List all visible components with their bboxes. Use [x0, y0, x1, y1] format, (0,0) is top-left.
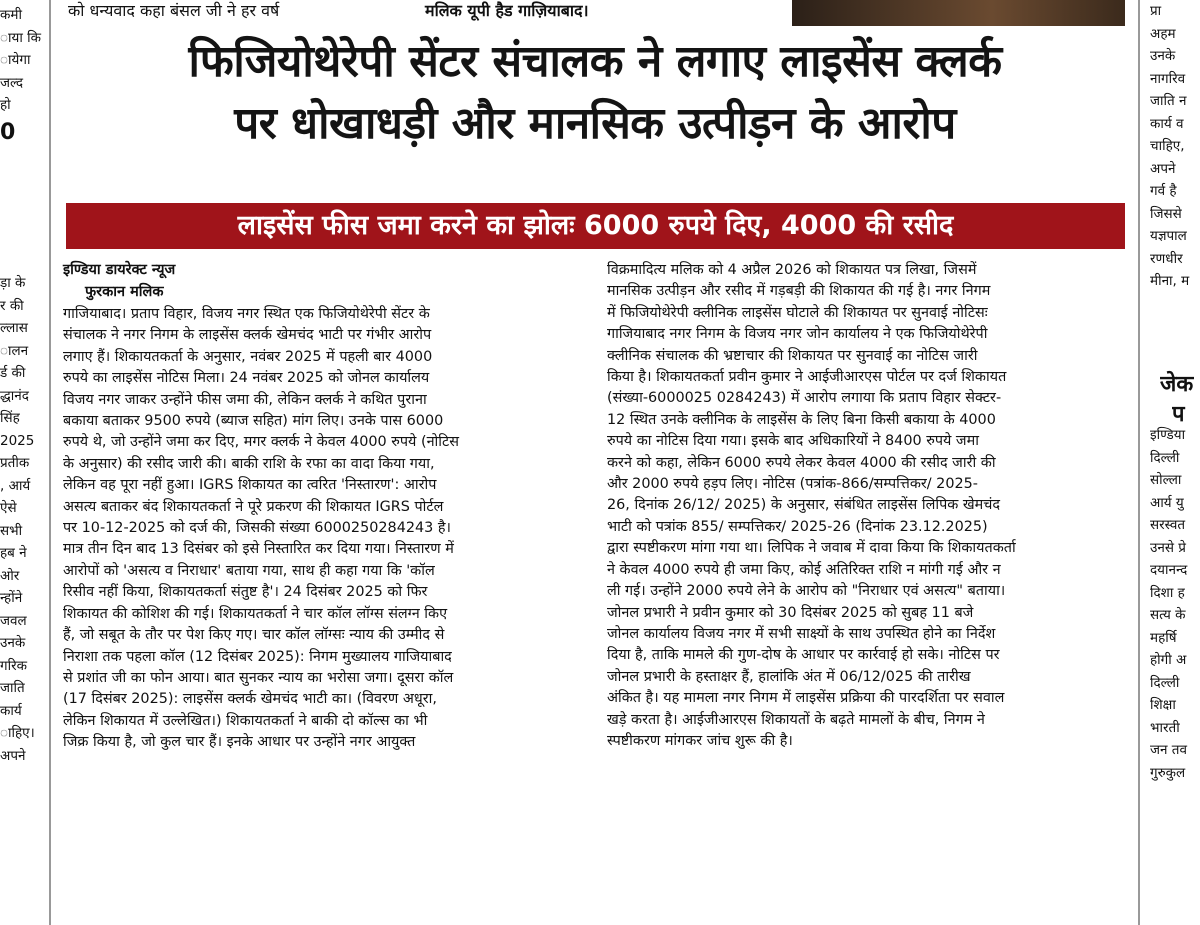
article-line: जोनल कार्यालय विजय नगर में सभी साक्ष्यों के साथ उपस्थित होने का निर्देश [607, 625, 996, 642]
article-line: दिया है, ताकि मामले की गुण-दोष के आधार पर कार्रवाई हो सके। नोटिस पर [607, 647, 1000, 664]
article-line: द्वारा स्पष्टीकरण मांगा गया था। लिपिक ने जवाब में दावा किया कि शिकायतकर्ता [607, 540, 1016, 557]
article-line: आरोपों को 'असत्य व निराधार' बताया गया, साथ ही कहा गया कि 'कॉल [63, 562, 435, 579]
headline [55, 34, 1135, 152]
right-neighbor-fragment: इण्डिया दिल्ली सोल्ला आर्य यु सरस्वत उनसे प्रे दयानन्द दिशा ह सत्य के महर्षि होगी अ दिल्ली शिक्षा भारती जन तव गुरुकुल [1150, 427, 1188, 781]
previous-article-credit: मलिक यूपी हैड गाज़ियाबाद। [425, 1, 589, 20]
left-neighbor-fragment-top: कमी ाया कि ायेगा जल्द हो 0 [0, 7, 41, 145]
article-line: रुपये थे, जो उन्होंने जमा कर दिए, मगर क्लर्क ने केवल 4000 रुपये (नोटिस [63, 434, 459, 451]
byline-reporter: फुरकान मलिक [85, 284, 164, 300]
article-line: और 2000 रुपये हड़प लिए। नोटिस (पत्रांक-866/सम्पत्तिकर/ 2025- [607, 476, 978, 493]
byline-agency: इण्डिया डायरेक्ट न्यूज [63, 262, 176, 278]
right-neighbor-heading-2: प [1172, 402, 1185, 427]
left-neighbor-fragment: ड़ा के र की ल्लास ालन र्ड की द्धानंद सिंह 2025 प्रतीक , आर्य ऐसे सभी हब ने ओर न्होंने जवल उनके गरिक जाति कार्य ाहिए। अपने [0, 275, 35, 764]
article-line: रुपये का लाइसेंस नोटिस मिला। 24 नवंबर 2025 को जोनल कार्यालय [63, 370, 430, 387]
article-line: क्लीनिक संचालक की भ्रष्टाचार की शिकायत पर सुनवाई का नोटिस जारी [607, 347, 978, 364]
article-line: खड़े करता है। आईजीआरएस शिकायतों के बढ़ते मामलों के बीच, निगम ने [607, 711, 985, 728]
right-neighbor-fragment-top: प्रा अहम उनके नागरिव जाति न कार्य व चाहिए, अपने गर्व है जिससे यज्ञपाल रणधीर मीना, म [1150, 3, 1190, 289]
headline-line-1: फिजियोथेरेपी सेंटर संचालक ने लगाए लाइसेंस क्लर्क [188, 36, 1002, 87]
article-line: के अनुसार) की रसीद जारी की। बाकी राशि के रफा का वादा किया गया, [63, 455, 435, 472]
article-line: स्पष्टीकरण मांगकर जांच शुरू की है। [607, 732, 793, 749]
article-line: (संख्या-6000025 0284243) में आरोप लगाया कि प्रताप विहार सेक्टर- [607, 390, 1002, 407]
column-divider-right [1138, 0, 1140, 925]
article-line: रिसीव नहीं किया, शिकायतकर्ता संतुष्ट है'। 24 दिसंबर 2025 को फिर [63, 584, 428, 601]
article-line: जिक्र किया है, जो कुल चार हैं। इनके आधार पर उन्होंने नगर आयुक्त [63, 734, 416, 751]
article-line: रुपये का नोटिस दिया गया। इसके बाद अधिकारियों ने 8400 रुपये जमा [607, 433, 979, 450]
article-line: लेकिन शिकायत में उल्लेखित।) शिकायतकर्ता ने बाकी दो कॉल्स का भी [63, 712, 428, 729]
article-line: भाटी को पत्रांक 855/ सम्पत्तिकर/ 2025-26 (दिनांक 23.12.2025) [607, 518, 988, 535]
article-line: गाजियाबाद। प्रताप विहार, विजय नगर स्थित एक फिजियोथेरेपी सेंटर के [63, 306, 430, 322]
article-line: हैं, जो सबूत के तौर पर पेश किए गए। चार कॉल लॉग्सः न्याय की उम्मीद से [63, 627, 445, 644]
article-line: 26, दिनांक 26/12/ 2025) के अनुसार, संबंधित लाइसेंस लिपिक खेमचंद [607, 497, 1001, 514]
article-line: संचालक ने नगर निगम के लाइसेंस क्लर्क खेमचंद भाटी पर गंभीर आरोप [63, 327, 432, 344]
headline-line-2: पर धोखाधड़ी और मानसिक उत्पीड़न के आरोप [234, 98, 956, 149]
subheadline-band: लाइसेंस फीस जमा करने का झोलः 6000 रुपये दिए, 4000 की रसीद [66, 203, 1125, 249]
article-line: किया है। शिकायतकर्ता प्रवीन कुमार ने आईजीआरएस पोर्टल पर दर्ज शिकायत [607, 369, 1007, 386]
article-line: असत्य बताकर बंद शिकायतकर्ता ने पूरे प्रकरण की शिकायत IGRS पोर्टल [63, 498, 444, 515]
article-line: शिकायत की कोशिश की गई। शिकायतकर्ता ने चार कॉल लॉग्स संलग्न किए [63, 605, 448, 622]
article-line: से प्रशांत जी का फोन आया। बात सुनकर न्याय का भरोसा जगा। दूसरा कॉल [63, 669, 454, 686]
article-column-2 [607, 260, 1127, 752]
article-line: लेकिन वह पूरा नहीं हुआ। IGRS शिकायत का त्वरित 'निस्तारण': आरोप [63, 477, 437, 494]
article-line: जोनल प्रभारी के हस्ताक्षर हैं, हालांकि अंत में 06/12/025 की तारीख [607, 668, 971, 685]
article-line: (17 दिसंबर 2025): लाइसेंस क्लर्क खेमचंद भाटी का। (विवरण अधूरा, [63, 691, 437, 708]
right-neighbor-heading-1: जेक [1160, 372, 1194, 397]
column-divider-left [49, 0, 51, 925]
adjacent-photo [792, 0, 1125, 26]
article-line: ने केवल 4000 रुपये ही जमा किए, कोई अतिरिक्त राशि न मांगी गई और न [607, 561, 1001, 578]
article-column-1 [63, 304, 586, 754]
article-line: विजय नगर जाकर उन्होंने फीस जमा की, लेकिन क्लर्क ने कथित पुराना [63, 391, 427, 408]
article-line: करने को कहा, लेकिन 6000 रुपये लेकर केवल 4000 की रसीद जारी की [607, 454, 996, 471]
article-line: विक्रमादित्य मलिक को 4 अप्रैल 2026 को शिकायत पत्र लिखा, जिसमें [607, 262, 977, 278]
article-line: 12 स्थित उनके क्लीनिक के लाइसेंस के लिए बिना किसी बकाया के 4000 [607, 411, 996, 428]
article-line: अंकित है। यह मामला नगर निगम में लाइसेंस प्रक्रिया की पारदर्शिता पर सवाल [607, 690, 1005, 707]
article-line: में फिजियोथेरेपी क्लीनिक लाइसेंस घोटाले की शिकायत पर सुनवाई नोटिसः [607, 304, 988, 321]
article-line: बकाया बताकर 9500 रुपये (ब्याज सहित) मांग लिए। उनके पास 6000 [63, 413, 444, 430]
article-line: पर 10-12-2025 को दर्ज की, जिसकी संख्या 6000250284243 है। [63, 520, 451, 537]
previous-article-snippet: को धन्यवाद कहा बंसल जी ने हर वर्ष [68, 1, 280, 20]
article-line: निराशा तक पहला कॉल (12 दिसंबर 2025): निगम मुख्यालय गाजियाबाद [63, 648, 452, 665]
article-line: मात्र तीन दिन बाद 13 दिसंबर को इसे निस्तारित कर दिया गया। निस्तारण में [63, 541, 454, 558]
article-line: लगाए हैं। शिकायतकर्ता के अनुसार, नवंबर 2025 में पहली बार 4000 [63, 348, 433, 365]
article-line: गाजियाबाद नगर निगम के विजय नगर जोन कार्यालय ने एक फिजियोथेरेपी [607, 326, 988, 343]
article-line: ली गई। उन्होंने 2000 रुपये लेने के आरोप को "निराधार एवं असत्य" बताया। [607, 583, 1006, 600]
article-line: जोनल प्रभारी ने प्रवीन कुमार को 30 दिसंबर 2025 को सुबह 11 बजे [607, 604, 974, 621]
article-line: मानसिक उत्पीड़न और रसीद में गड़बड़ी की शिकायत की गई है। नगर निगम [607, 283, 991, 300]
